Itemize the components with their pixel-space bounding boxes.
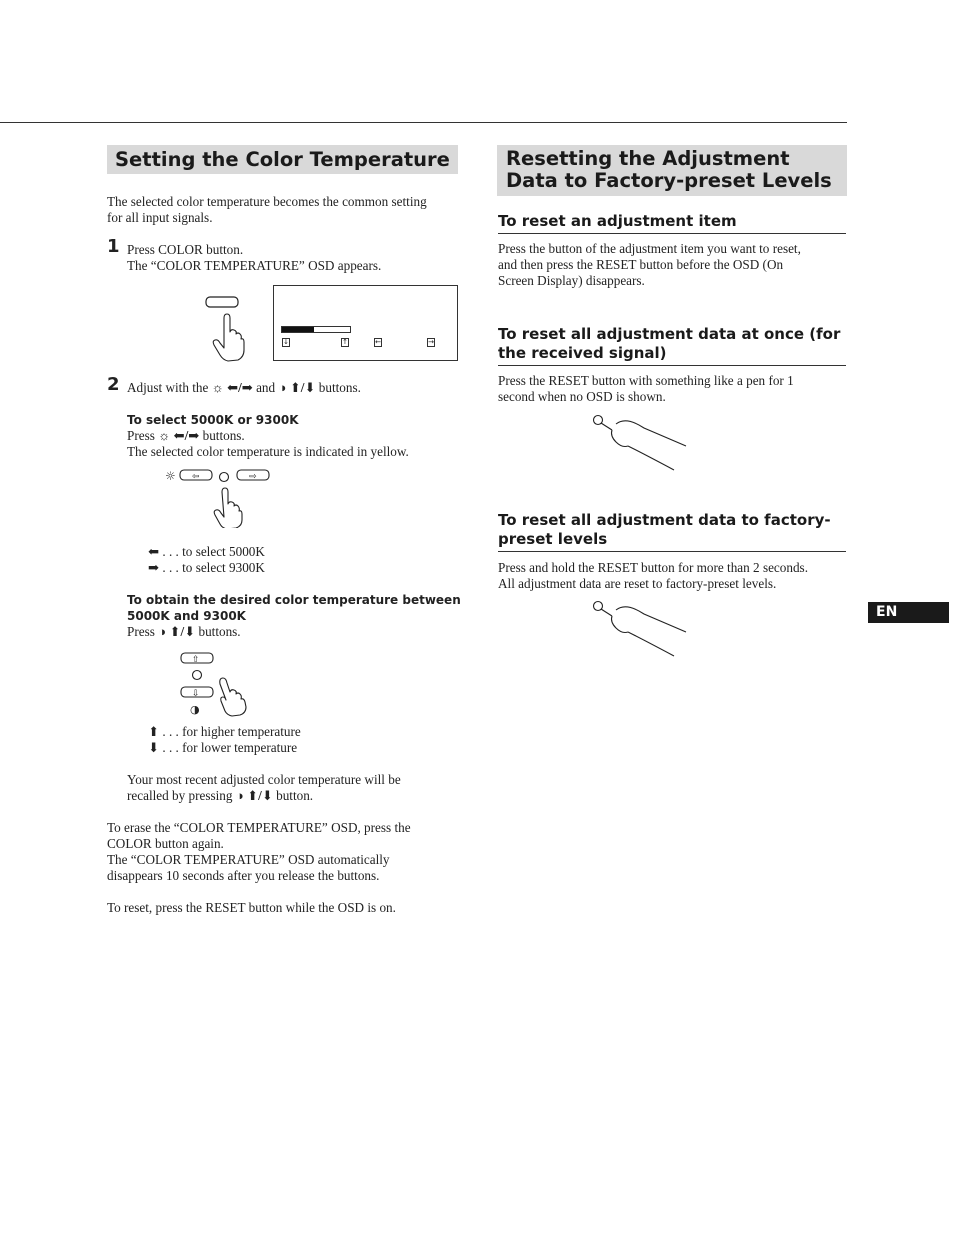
obtain-heading: To obtain the desired color temperature between 5000K and 9300K bbox=[127, 593, 461, 623]
step-1-number: 1 bbox=[107, 236, 120, 257]
hand-pointer-icon bbox=[220, 678, 246, 716]
pen-icon bbox=[594, 602, 687, 657]
svg-text:⇧: ⇧ bbox=[192, 655, 200, 665]
reset-item-text: Press the button of the adjustment item you want to reset, and then press the RESET button before the OSD (On Screen Display) disappears. bbox=[498, 241, 801, 288]
right-arrow-icon: → bbox=[428, 338, 434, 346]
obtain-legend: ⬆ . . . for higher temperature ⬇ . . . for lower temperature bbox=[148, 724, 301, 755]
up-down-arrows-icon: ⬆/⬇ bbox=[247, 788, 273, 803]
brightness-icon: ☼ bbox=[158, 428, 171, 443]
osd-level-fill bbox=[282, 327, 314, 332]
contrast-icon: ◑ bbox=[278, 380, 287, 395]
svg-text:⇩: ⇩ bbox=[192, 689, 200, 699]
select-legend: ⬅ . . . to select 5000K ➡ . . . to select 9300K bbox=[148, 544, 265, 575]
up-arrow-icon: ↑ bbox=[342, 338, 348, 346]
hand-pointer-icon bbox=[214, 488, 242, 528]
color-button-icon bbox=[206, 297, 238, 307]
select-text: Press ☼ ⬅/➡ buttons. The selected color temperature is indicated in yellow. bbox=[127, 428, 409, 459]
select-heading: To select 5000K or 9300K bbox=[127, 413, 299, 427]
reset-all-once-text: Press the RESET button with something like a pen for 1 second when no OSD is shown. bbox=[498, 373, 794, 404]
section-title-color-temperature: Setting the Color Temperature bbox=[107, 145, 458, 174]
svg-text:⇨: ⇨ bbox=[249, 472, 257, 482]
brightness-icon: ☼ bbox=[165, 469, 176, 483]
brightness-icon: ☼ bbox=[211, 380, 224, 395]
color-button-illustration bbox=[200, 292, 260, 362]
down-arrow-icon: ⬇ bbox=[148, 740, 160, 755]
right-arrow-icon: ➡ bbox=[148, 560, 160, 575]
center-indicator-icon bbox=[220, 473, 229, 482]
contrast-icon: ◑ bbox=[235, 788, 244, 803]
step-2-number: 2 bbox=[107, 374, 120, 395]
left-right-arrows-icon: ⬅/➡ bbox=[173, 428, 200, 443]
svg-text:⇦: ⇦ bbox=[192, 472, 200, 482]
section-title-resetting: Resetting the Adjustment Data to Factory-preset Levels bbox=[497, 145, 847, 196]
osd-color-temperature-display bbox=[273, 285, 458, 361]
brightness-buttons-illustration bbox=[162, 466, 282, 528]
left-arrow-icon: ← bbox=[375, 338, 381, 346]
hand-pointer-icon bbox=[213, 314, 244, 361]
obtain-text: Press ◑ ⬆/⬇ buttons. bbox=[127, 624, 241, 639]
reset-note: To reset, press the RESET button while the OSD is on. bbox=[107, 900, 396, 915]
center-indicator-icon bbox=[193, 671, 202, 680]
down-arrow-icon: ↓ bbox=[283, 338, 289, 346]
subhead-reset-item: To reset an adjustment item bbox=[498, 212, 846, 234]
up-down-arrows-icon: ⬆/⬇ bbox=[289, 380, 316, 395]
contrast-buttons-illustration bbox=[176, 648, 256, 718]
reset-factory-text: Press and hold the RESET button for more than 2 seconds. All adjustment data are reset to factory-preset levels. bbox=[498, 560, 808, 591]
contrast-icon: ◑ bbox=[190, 703, 200, 716]
step-1-text: Press COLOR button. The “COLOR TEMPERATURE” OSD appears. bbox=[127, 242, 382, 273]
top-rule bbox=[0, 122, 847, 123]
pen-icon bbox=[594, 416, 687, 471]
step-2-text: Adjust with the ☼ ⬅/➡ and ◑ ⬆/⬇ buttons. bbox=[127, 380, 361, 395]
erase-text: To erase the “COLOR TEMPERATURE” OSD, press the COLOR button again. The “COLOR TEMPERATURE” OSD automatically disappears 10 seconds after you release the buttons. bbox=[107, 820, 411, 883]
intro-text: The selected color temperature becomes the common setting for all input signals. bbox=[107, 194, 427, 225]
up-arrow-icon: ⬆ bbox=[148, 724, 160, 739]
pen-reset-illustration-2 bbox=[588, 596, 693, 661]
osd-level-bar bbox=[281, 326, 351, 333]
language-tab-en: EN bbox=[868, 602, 949, 623]
subhead-reset-factory: To reset all adjustment data to factory- preset levels bbox=[498, 511, 846, 552]
recall-text: Your most recent adjusted color temperature will be recalled by pressing ◑ ⬆/⬇ button. bbox=[127, 772, 401, 803]
up-down-arrows-icon: ⬆/⬇ bbox=[169, 624, 196, 639]
pen-reset-illustration-1 bbox=[588, 410, 693, 475]
contrast-icon: ◑ bbox=[158, 624, 167, 639]
subhead-reset-all-once: To reset all adjustment data at once (for the received signal) bbox=[498, 325, 846, 366]
left-right-arrows-icon: ⬅/➡ bbox=[227, 380, 253, 395]
left-arrow-icon: ⬅ bbox=[148, 544, 160, 559]
